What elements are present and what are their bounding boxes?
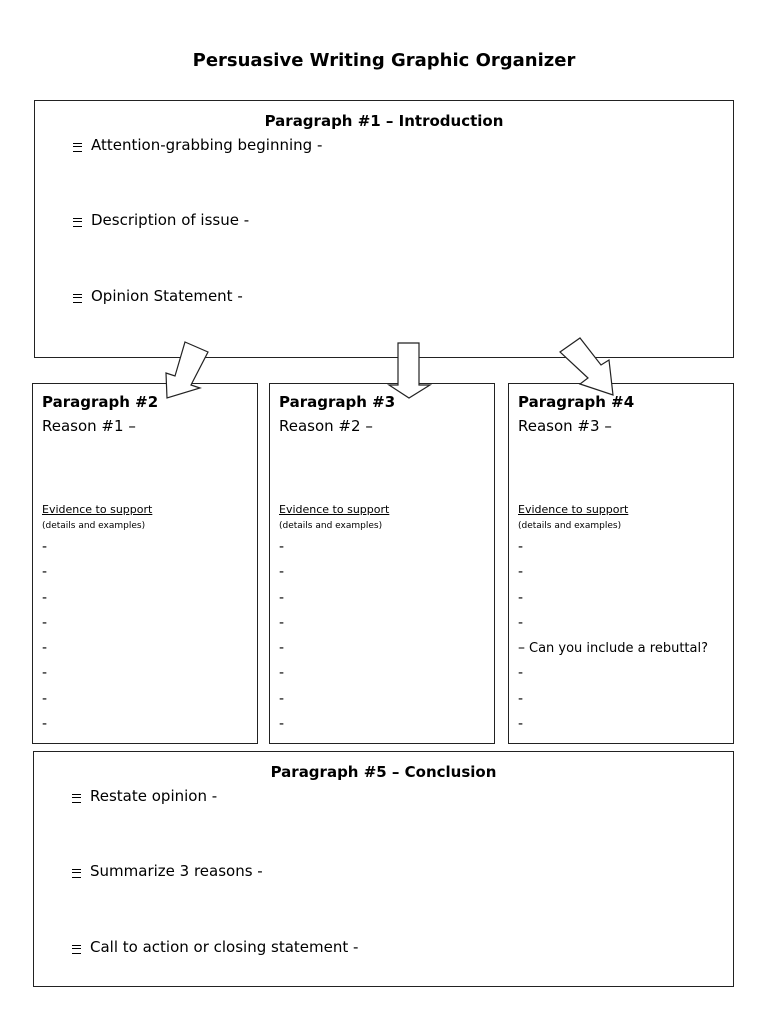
list-item: - (279, 640, 285, 657)
list-item: - (279, 539, 285, 555)
list-item: - (42, 589, 48, 606)
list-item: - (279, 564, 285, 581)
paragraph-2-evidence-sub: (details and examples) (42, 521, 146, 531)
conclusion-heading: Paragraph #5 – Conclusion (270, 763, 497, 781)
paragraph-3-evidence: Evidence to support (279, 503, 390, 516)
list-item: - (42, 564, 48, 581)
list-item: - (42, 690, 48, 707)
list-item: - (518, 564, 524, 581)
list-item: - (518, 539, 524, 555)
rebuttal-prompt: Can you include a rebuttal? (529, 641, 708, 657)
arrow-to-paragraph-4-icon (560, 338, 613, 395)
arrow-to-paragraph-2-icon (166, 342, 208, 398)
list-item: - (42, 539, 48, 555)
conclusion-item-label: Restate opinion - (90, 787, 218, 805)
paragraph-3-reason: Reason #2 – (279, 417, 373, 435)
list-item: - (279, 690, 285, 707)
intro-item-label: Description of issue - (91, 211, 250, 229)
paragraph-3-title: Paragraph #3 (279, 393, 396, 411)
paragraph-4-evidence-sub: (details and examples) (518, 521, 622, 531)
paragraph-2-reason: Reason #1 – (42, 417, 136, 435)
list-item: - (42, 665, 48, 682)
paragraph-2-evidence: Evidence to support (42, 503, 153, 516)
conclusion-item-label: Call to action or closing statement - (90, 938, 359, 956)
list-item: - (279, 589, 285, 606)
list-item: - (518, 690, 524, 707)
intro-heading: Paragraph #1 – Introduction (264, 112, 504, 130)
list-item: - (518, 716, 524, 733)
page-title: Persuasive Writing Graphic Organizer (192, 50, 576, 71)
conclusion-item-label: Summarize 3 reasons - (90, 862, 263, 880)
paragraph-4-evidence: Evidence to support (518, 503, 629, 516)
list-item: - (518, 614, 524, 631)
list-item: - (42, 640, 48, 657)
arrow-to-paragraph-3-icon (389, 343, 430, 398)
list-item: - (42, 716, 48, 733)
list-item: - (518, 589, 524, 606)
intro-item-label: Opinion Statement - (91, 287, 243, 305)
list-item: - (279, 665, 285, 682)
paragraph-4-title: Paragraph #4 (518, 393, 635, 411)
rebuttal-dash: – (518, 640, 525, 657)
list-item: - (279, 716, 285, 733)
list-item: - (279, 614, 285, 631)
list-item: - (518, 665, 524, 682)
paragraph-2-title: Paragraph #2 (42, 393, 159, 411)
intro-item-label: Attention-grabbing beginning - (91, 136, 323, 154)
list-item: - (42, 614, 48, 631)
paragraph-3-evidence-sub: (details and examples) (279, 521, 383, 531)
paragraph-4-reason: Reason #3 – (518, 417, 612, 435)
